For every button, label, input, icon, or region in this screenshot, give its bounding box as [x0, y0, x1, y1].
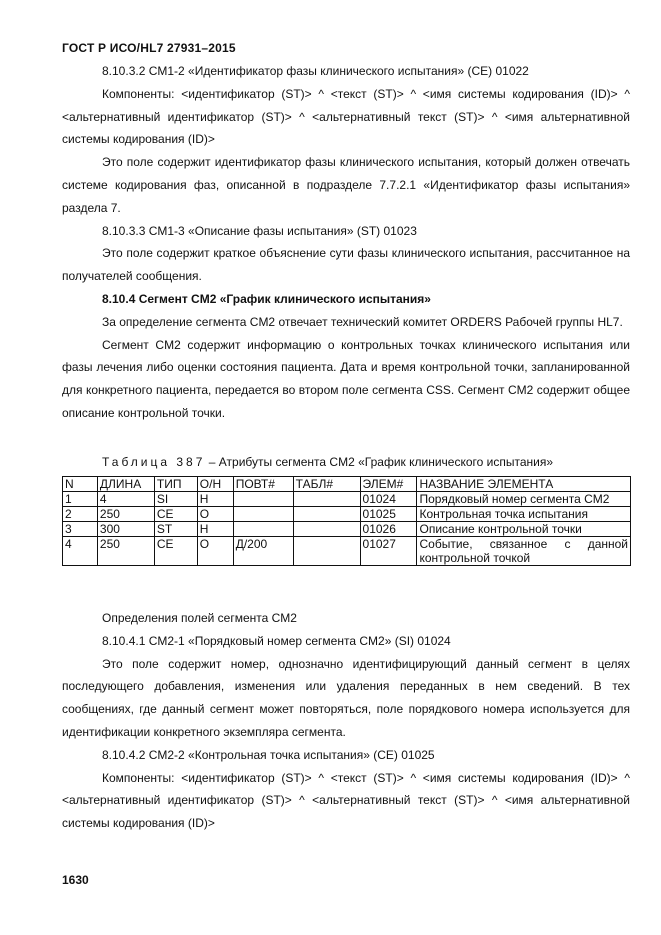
document-header: ГОСТ Р ИСО/HL7 27931–2015	[62, 41, 236, 55]
table-cell: Порядковый номер сегмента CM2	[417, 492, 631, 507]
table-cell: 4	[97, 492, 154, 507]
table-header-row	[63, 477, 631, 492]
table-cell: 2	[63, 507, 98, 522]
table-cell: CE	[154, 537, 197, 566]
table-cell: Событие, связанное с данной контрольной точкой	[417, 537, 631, 566]
table-cell: CE	[154, 507, 197, 522]
table-header-cell: ДЛИНА	[97, 477, 154, 492]
table-caption	[102, 455, 553, 469]
table-cell	[293, 507, 360, 522]
table-row	[63, 522, 631, 537]
table-cell: О	[197, 537, 233, 566]
table-header-cell: О/Н	[197, 477, 233, 492]
table-cell: 250	[97, 507, 154, 522]
section-heading-8-10-4: 8.10.4 Сегмент CM2 «График клинического испытания»	[102, 291, 431, 306]
table-header-cell: ЭЛЕМ#	[360, 477, 417, 492]
table-cell: Контрольная точка испытания	[417, 507, 631, 522]
paragraph-components-cm1-2: Компоненты: <идентификатор (ST)> ^ <текст (ST)> ^ <имя системы кодирования (ID)> ^ <альтернативный идентификатор (ST)> ^ <альтернативный текст (ST)> ^ <имя альтернативной системы кодирования (ID)>	[62, 86, 630, 147]
table-cell: 01027	[360, 537, 417, 566]
section-heading-8-10-3-2: 8.10.3.2 CM1-2 «Идентификатор фазы клинического испытания» (CE) 01022	[102, 64, 529, 78]
table-cell: 3	[63, 522, 98, 537]
page-number: 1630	[62, 873, 89, 887]
table-cell: 01025	[360, 507, 417, 522]
table-cell: SI	[154, 492, 197, 507]
section-heading-8-10-3-3: 8.10.3.3 CM1-3 «Описание фазы испытания» (ST) 01023	[102, 223, 417, 238]
table-header-cell: ТИП	[154, 477, 197, 492]
paragraph-cm2-description: Сегмент CM2 содержит информацию о контрольных точках клинического испытания или фазы лечения либо оценки состояния пациента. Дата и время контрольной точки, запланированной для конкретного пациента, передается во втором поле сегмента CSS. Сегмент CM2 содержит общее описание контрольной точки.	[62, 337, 630, 420]
table-caption-title: Атрибуты сегмента CM2 «График клинического испытания»	[218, 455, 553, 469]
table-cell	[233, 507, 293, 522]
table-caption-dash: –	[208, 455, 216, 469]
bottom-text-block	[62, 607, 630, 835]
paragraph-cm1-3-description: Это поле содержит краткое объяснение сути фазы клинического испытания, рассчитанное на получателей сообщения.	[62, 246, 630, 284]
table-header-cell: НАЗВАНИЕ ЭЛЕМЕНТА	[417, 477, 631, 492]
table-cell: Описание контрольной точки	[417, 522, 631, 537]
table-cell: 4	[63, 537, 98, 566]
table-header-cell: N	[63, 477, 98, 492]
table-cell: 1	[63, 492, 98, 507]
attributes-table	[62, 476, 631, 566]
table-cell: 300	[97, 522, 154, 537]
table-caption-label: Таблица 387	[102, 455, 206, 469]
table-header-cell: ТАБЛ#	[293, 477, 360, 492]
table-cell: 250	[97, 537, 154, 566]
table-cell: Н	[197, 522, 233, 537]
table-row	[63, 492, 631, 507]
paragraph-components-cm2-2: Компоненты: <идентификатор (ST)> ^ <текст (ST)> ^ <имя системы кодирования (ID)> ^ <альтернативный идентификатор (ST)> ^ <альтернативный текст (ST)> ^ <имя альтернативной системы кодирования (ID)>	[62, 770, 630, 831]
table-cell	[293, 537, 360, 566]
table-cell	[293, 492, 360, 507]
table-cell: ST	[154, 522, 197, 537]
table-cell: Д/200	[233, 537, 293, 566]
table-cell	[233, 522, 293, 537]
table-cell: 01026	[360, 522, 417, 537]
table-row	[63, 537, 631, 566]
paragraph-cm2-1-description: Это поле содержит номер, однозначно идентифицирующий данный сегмент в целях последующего добавления, изменения или удаления переданных в нем сведений. В тех сообщениях, где данный сегмент может повторяться, поле порядкового номера используется для идентификации конкретного экземпляра сегмента.	[62, 656, 630, 739]
section-heading-8-10-4-1: 8.10.4.1 CM2-1 «Порядковый номер сегмента CM2» (SI) 01024	[102, 633, 451, 648]
top-text-block	[62, 60, 630, 425]
table-header-cell: ПОВТ#	[233, 477, 293, 492]
table-cell: 01024	[360, 492, 417, 507]
table-row	[63, 507, 631, 522]
paragraph-cm2-owner: За определение сегмента CM2 отвечает технический комитет ORDERS Рабочей группы HL7.	[102, 314, 623, 329]
table-cell	[233, 492, 293, 507]
table-cell	[293, 522, 360, 537]
table-cell: Н	[197, 492, 233, 507]
section-heading-8-10-4-2: 8.10.4.2 CM2-2 «Контрольная точка испытания» (CE) 01025	[102, 747, 435, 762]
section-heading-field-definitions: Определения полей сегмента CM2	[102, 611, 297, 625]
table-cell: О	[197, 507, 233, 522]
paragraph-cm1-2-description: Это поле содержит идентификатор фазы клинического испытания, который должен отвечать системе кодирования фаз, описанной в подразделе 7.7.2.1 «Идентификатор фазы испытания» раздела 7.	[62, 155, 630, 215]
